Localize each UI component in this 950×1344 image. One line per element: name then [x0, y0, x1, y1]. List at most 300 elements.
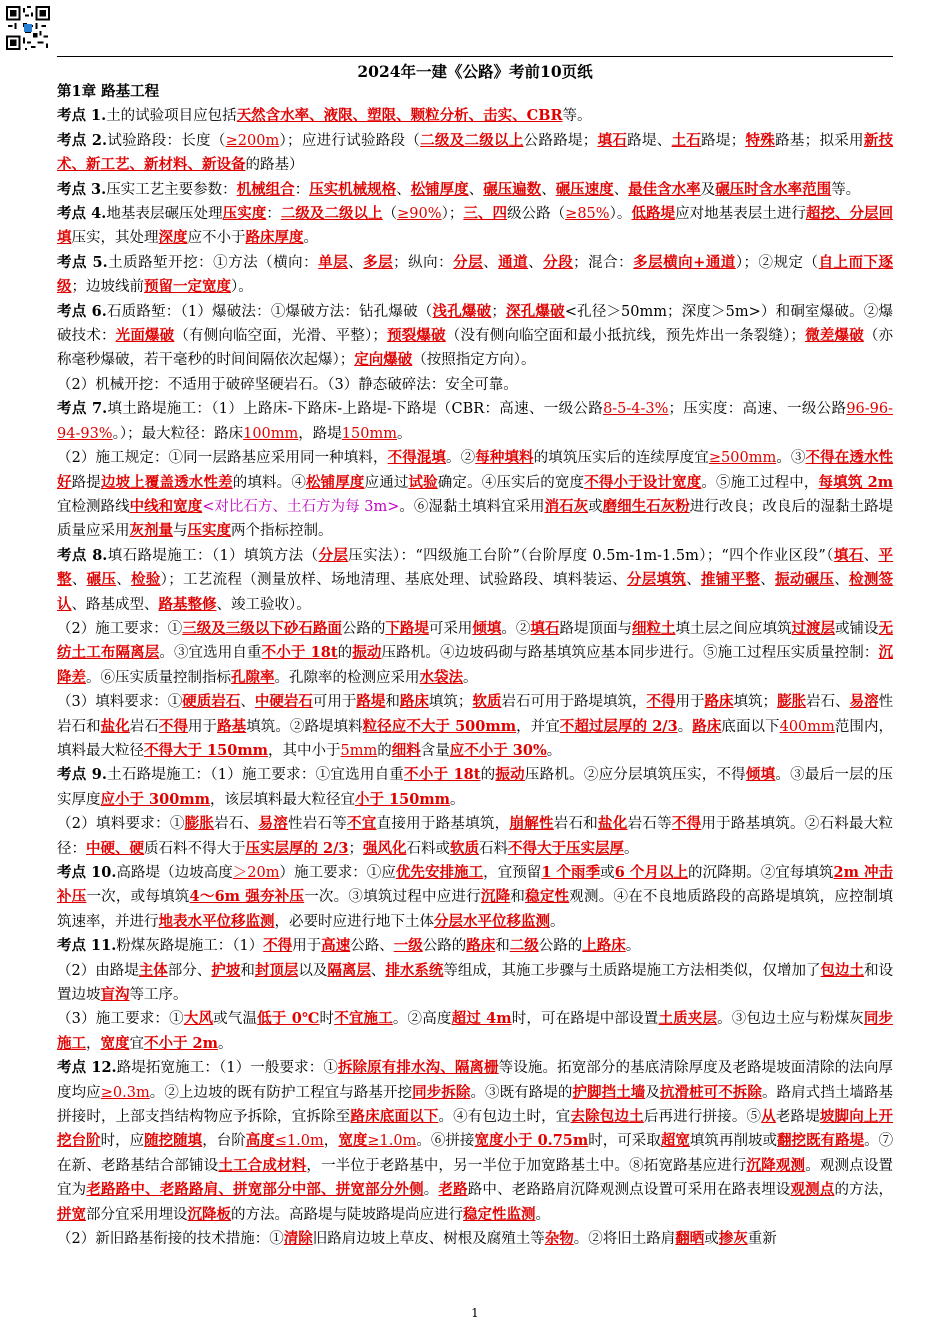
text-run: 和	[385, 694, 400, 711]
text-run: ）；	[441, 206, 464, 223]
highlight-text: 填石	[530, 619, 560, 637]
highlight-text: 细料	[391, 741, 421, 759]
highlight-text: 同步拆除	[412, 1083, 471, 1101]
text-run: 质石料不得大于	[144, 840, 246, 857]
highlight-text: 不得	[263, 937, 293, 955]
text-run: （按照指定方向）。	[412, 352, 536, 369]
text-run: 含量	[420, 742, 450, 759]
highlight-text: 压实机械规格	[309, 180, 397, 198]
text-run: 的	[337, 645, 353, 662]
text-run: ；	[348, 840, 364, 857]
highlight-text: 不得	[158, 717, 188, 735]
highlight-text: 超过 4m	[451, 1010, 512, 1028]
text-run: 。	[463, 669, 478, 686]
highlight-text: 水袋法	[419, 668, 463, 686]
text-run: 。⑥湿黏土填料宜采用	[399, 498, 545, 515]
highlight-text: 隔离层	[327, 961, 371, 979]
highlight-text: 小于 150mm	[355, 790, 451, 808]
text-run: 填筑。②路堤填料	[246, 718, 363, 735]
highlight-text: 低于 0℃	[257, 1010, 320, 1028]
highlight-text: 宽度小于 0.75m	[474, 1132, 589, 1150]
text-run: 应通过	[364, 474, 409, 491]
text-run: 。②将旧土路肩	[573, 1231, 676, 1248]
highlight-text: 土石	[671, 131, 702, 149]
highlight-text: 路基	[217, 717, 247, 735]
kaodian-label: 考点 10.	[57, 864, 117, 881]
highlight-text: 应不小于 30%	[449, 741, 547, 759]
text-run: 时，应	[100, 1133, 145, 1150]
text-run: 、	[528, 254, 544, 271]
highlight-text: 优先安排施工	[395, 864, 484, 881]
document-body	[57, 80, 893, 1252]
text-run: ；	[491, 303, 506, 320]
text-run: 。	[550, 913, 565, 930]
text-run: 岩石等	[627, 816, 672, 833]
text-run: ；压实度：高速、一级公路	[668, 401, 847, 418]
highlight-text: 振动	[495, 766, 525, 784]
text-run: 。③最后一层的压实厚度	[57, 767, 894, 808]
highlight-text: 灰剂量	[129, 522, 173, 540]
text-run: 等。	[562, 108, 592, 125]
paragraph	[57, 690, 893, 763]
highlight-text: 老路路中、老路路肩、拼宽部分中部、拼宽部分外侧	[86, 1181, 424, 1199]
highlight-text: 不得混填	[387, 449, 447, 467]
highlight-text: 预留一定宽度	[144, 278, 231, 296]
text-run: 、	[834, 572, 850, 589]
kaodian-label: 考点 1.	[57, 107, 107, 125]
highlight-text: 翻晒	[675, 1230, 705, 1248]
text-run: ；边坡线前	[71, 279, 144, 296]
text-run: ，路堤	[298, 425, 342, 442]
text-run: 。观测点设置宜为	[57, 1157, 894, 1199]
text-run: ；纵向：	[393, 254, 454, 271]
paragraph	[57, 617, 893, 690]
text-run: （3）填料要求：①	[57, 694, 183, 711]
text-run: ，台阶	[202, 1133, 246, 1150]
highlight-text: 低路堤	[631, 205, 676, 223]
highlight-text: 分段	[543, 253, 574, 271]
highlight-text: 土质夹层	[658, 1010, 718, 1028]
highlight-text: 清除	[283, 1230, 313, 1248]
text-run: 时，可采取	[588, 1133, 661, 1150]
highlight-text: 护坡	[211, 961, 241, 979]
paragraph	[57, 202, 893, 251]
text-run: 或气温	[213, 1011, 258, 1028]
text-run: （2）机械开挖：不适用于破碎坚硬岩石。（3）静态破碎法：安全可靠。	[57, 376, 518, 393]
text-run: 。	[535, 1206, 550, 1223]
kaodian-label: 考点 12.	[57, 1059, 117, 1077]
highlight-text: 强风化	[363, 839, 407, 857]
text-run: 等。	[831, 181, 861, 198]
text-run: ；混合：	[573, 254, 634, 271]
text-run: ）。	[609, 206, 632, 223]
highlight-text: 推铺平整	[701, 571, 761, 589]
text-run: 填土层之间应填筑	[675, 620, 792, 637]
highlight-text: 宽度	[100, 1034, 130, 1052]
highlight-text: 不宜施工	[334, 1010, 393, 1028]
text-run: 填石路堤施工：（1）填筑方法（	[107, 547, 319, 564]
text-run: （	[382, 206, 398, 223]
highlight-text: 96-96-94-93%	[57, 401, 894, 442]
text-run: 级公路（	[507, 206, 566, 223]
highlight-text: ≥90%	[397, 206, 442, 223]
text-run: 。	[677, 718, 693, 735]
highlight-text: 超宽	[660, 1132, 690, 1150]
highlight-text: 稳定性	[525, 888, 570, 906]
text-run: 、	[396, 181, 411, 198]
highlight-text: 翻挖既有路堤	[777, 1132, 865, 1150]
text-run: 。②	[501, 620, 531, 637]
text-run: 性岩石等	[287, 816, 348, 833]
highlight-text: 盐化	[100, 717, 130, 735]
text-run: 。②上边坡的既有防护工程宜与路基开挖	[149, 1084, 413, 1101]
text-run: ）；应进行试验路段（	[279, 132, 421, 149]
highlight-text: 易溶	[258, 815, 288, 833]
highlight-text: 二级	[509, 937, 539, 955]
highlight-text: 通道	[498, 253, 529, 271]
text-run: 以及	[298, 962, 328, 979]
kaodian-label: 考点 9.	[57, 766, 107, 784]
highlight-text: 二级及二级以上	[280, 205, 383, 223]
chapter-heading: 第1章 路基工程	[57, 83, 160, 100]
highlight-text: 同步施工	[57, 1010, 894, 1052]
highlight-text: 随挖随填	[144, 1132, 203, 1150]
kaodian-label: 考点 6.	[57, 302, 107, 320]
highlight-text: 5mm	[340, 742, 378, 759]
highlight-text: ≤1.0m	[274, 1133, 324, 1150]
text-run: 压实，其处理	[71, 230, 159, 247]
text-run: ）；②规定（	[735, 254, 819, 271]
highlight-text: 崩解性	[509, 815, 554, 833]
highlight-text: ≥500mm	[708, 450, 777, 467]
highlight-text: 沉降观测	[746, 1156, 806, 1174]
text-run: 用于路基填筑。②石料最大粒径：	[57, 816, 894, 857]
kaodian-label: 考点 11.	[57, 937, 117, 955]
kaodian-label: 考点 3.	[57, 180, 107, 198]
highlight-text: 不得	[671, 815, 702, 833]
paragraph	[57, 1007, 893, 1056]
text-run: 填筑；	[733, 694, 778, 711]
text-run: ，一半位于老路基中，另一半位于加宽路基土中。⑧拓宽路基应进行	[306, 1157, 747, 1174]
highlight-text: 从	[761, 1108, 776, 1126]
text-run: 。③既有路堤的	[470, 1084, 573, 1101]
highlight-text: 光面爆破	[115, 327, 175, 345]
text-run: 。④有包边土时，宜	[438, 1109, 571, 1126]
text-run: 和设置边坡	[57, 962, 894, 1004]
highlight-text: 坡脚向上开挖台阶	[57, 1108, 894, 1150]
text-run: 路堤拓宽施工：（1）一般要求：①	[116, 1060, 338, 1077]
text-run: （2）新旧路基衔接的技术措施：①	[57, 1231, 284, 1248]
text-run: ）。	[231, 279, 253, 296]
highlight-text: 8-5-4-3%	[603, 401, 669, 418]
highlight-text: 压实层厚的 2/3	[245, 839, 349, 857]
highlight-text: 倾填	[745, 766, 776, 784]
text-run: 的方法，	[834, 1182, 894, 1199]
highlight-text: 不得在透水性好	[57, 449, 894, 491]
text-run: 、	[370, 962, 386, 979]
highlight-text: 无纺土工布隔离层	[57, 619, 894, 662]
text-run: 压实工艺主要参数：	[106, 181, 237, 198]
text-run: 宜	[129, 1035, 144, 1052]
text-run: 及	[645, 1084, 660, 1101]
highlight-text: 拆除原有排水沟、隔离栅	[337, 1059, 499, 1077]
paragraph	[57, 812, 893, 861]
highlight-text: 平整	[57, 546, 894, 589]
text-run: 。	[450, 791, 465, 808]
kaodian-label: 考点 8.	[57, 546, 108, 564]
highlight-text: 深孔爆破	[505, 302, 565, 320]
highlight-text: 150mm	[341, 425, 397, 442]
text-run: 与	[173, 523, 188, 540]
text-run: 。）；最大粒径：路床	[112, 425, 244, 442]
text-run: 。	[625, 938, 641, 955]
text-run: 应不小于	[187, 230, 246, 247]
text-run: 底面以下	[721, 718, 780, 735]
text-run: 。	[303, 230, 318, 247]
highlight-text: 孔隙率	[231, 668, 275, 686]
text-run: 岩石	[129, 718, 159, 735]
text-run: 。⑥拼接	[416, 1133, 475, 1150]
highlight-text: 分层	[318, 546, 349, 564]
highlight-text: 多层横向+通道	[633, 253, 736, 271]
text-run: 用于	[675, 694, 705, 711]
text-run: 、	[116, 572, 132, 589]
highlight-text: 碾压速度	[555, 180, 614, 198]
paragraph	[57, 934, 893, 958]
highlight-text: 振动	[352, 644, 382, 662]
text-run: 时	[319, 1011, 335, 1028]
text-run: 观测。④在不良地质路段的高路堤填筑，应控制填筑速率，并进行	[57, 889, 894, 930]
paragraph	[57, 861, 893, 934]
highlight-text: 不得	[646, 693, 676, 711]
page-number: 1	[471, 1306, 479, 1320]
highlight-text: 最佳含水率	[628, 180, 701, 198]
highlight-text: 硬质岩石	[182, 693, 241, 711]
highlight-text: 边坡上覆盖透水性差	[100, 473, 233, 491]
highlight-text: 微差爆破	[805, 327, 864, 345]
paragraph	[57, 1056, 893, 1227]
highlight-text: 上路床	[582, 937, 626, 955]
text-run: 压路机。②应分层填筑压实，不得	[524, 767, 746, 784]
text-run: （2）施工规定：①同一层路基应采用同一种填料，	[57, 450, 388, 467]
text-run: 的填料。④	[232, 474, 306, 491]
highlight-text: 高度	[245, 1132, 275, 1150]
text-run: ，	[86, 1035, 101, 1052]
highlight-text: 100mm	[243, 425, 299, 442]
text-run: 土质路堑开挖：①方法（横向：	[107, 254, 319, 271]
highlight-text: 路基整修	[158, 595, 217, 613]
text-run: 岩石可用于路堤填筑，	[501, 694, 647, 711]
text-run: 地基表层碾压处理	[106, 206, 223, 223]
paragraph	[57, 104, 893, 128]
highlight-text: 封顶层	[254, 961, 299, 979]
highlight-text: 消石灰	[544, 497, 589, 515]
text-run: 、	[686, 572, 701, 589]
text-run: 。路肩式挡土墙路基拼接时，上部支挡结构物应予拆除，宜拆除至	[57, 1084, 894, 1126]
text-run: ，该层填料最大粒径宜	[210, 791, 356, 808]
text-run: 。	[396, 425, 412, 442]
highlight-text: 不得大于 150mm	[144, 741, 269, 759]
text-run: ，	[323, 1133, 339, 1150]
text-run: 。⑤施工过程中，	[701, 474, 819, 491]
highlight-text: 地表水平位移监测	[158, 912, 275, 930]
text-run: 。②高度	[392, 1011, 452, 1028]
highlight-text: 观测点	[790, 1181, 835, 1199]
highlight-text: 分层填筑	[626, 571, 687, 589]
text-run: 。③	[776, 450, 806, 467]
text-run: 、	[613, 181, 629, 198]
text-run: 等设施。拓宽部分的基底清除厚度及老路堤坡面清除的法向厚度均应	[57, 1060, 893, 1101]
highlight-text: <对比石方、土石方为每 3m>	[202, 498, 400, 515]
text-run: 填土路堤施工：（1）上路床-下路床-上路堤-下路堤（CBR：高速、一级公路	[107, 401, 604, 418]
paragraph	[57, 959, 893, 1008]
highlight-text: 检测签认	[57, 571, 894, 613]
highlight-text: 分层	[453, 253, 484, 271]
text-run: 路堤、	[627, 132, 672, 149]
paragraph	[57, 373, 893, 397]
text-run: 。②	[446, 450, 476, 467]
highlight-text: 多层	[363, 253, 394, 271]
text-run: 部分、	[167, 962, 212, 979]
highlight-text: 沉降板	[187, 1205, 231, 1223]
text-run: 、	[760, 572, 776, 589]
highlight-text: 定向爆破	[354, 351, 413, 369]
text-run: 等组成，其施工步骤与土质路堤施工方法相类似，仅增加了	[443, 962, 821, 979]
text-run: 路基；拟采用	[775, 132, 864, 149]
highlight-text: 检验	[131, 571, 161, 589]
text-run: 和	[510, 889, 526, 906]
highlight-text: 三级及三级以下砂石路面	[182, 619, 342, 637]
highlight-text: 不得小于设计宽度	[584, 473, 702, 491]
highlight-text: 去除包边土	[570, 1108, 644, 1126]
text-run: 。	[217, 1035, 233, 1052]
paragraph	[57, 129, 893, 178]
highlight-text: 下路堤	[385, 619, 429, 637]
text-run: 可采用	[428, 620, 473, 637]
text-run: 路堤；	[701, 132, 746, 149]
text-run: 、	[240, 694, 255, 711]
text-run: 路中、老路路肩沉降观测点设置可采用在路表埋设	[467, 1182, 791, 1199]
highlight-text: 抗滑桩可不拆除	[659, 1083, 762, 1101]
text-run: 。	[546, 742, 562, 759]
text-run: 。⑥压实质量控制指标	[86, 669, 231, 686]
highlight-text: 每种填料	[475, 449, 534, 467]
text-run: ，宜预留	[483, 865, 542, 881]
text-run: （3）施工要求：①	[57, 1011, 184, 1028]
highlight-text: 土工合成材料	[218, 1156, 307, 1174]
text-run: 的沉降期。②宜每填筑	[688, 865, 834, 881]
highlight-text: 2m 冲击补压	[57, 864, 894, 906]
paragraph	[57, 397, 893, 446]
highlight-text: ≥85%	[565, 206, 610, 223]
text-run: 或	[704, 1231, 719, 1248]
text-run: 。⑦在新、老路基结合部铺设	[57, 1133, 894, 1174]
highlight-text: 稳定性监测	[463, 1205, 536, 1223]
text-run: 两个指标控制。	[231, 523, 333, 540]
highlight-text: 膨胀	[777, 693, 807, 711]
highlight-text: 超挖、分层回填	[57, 205, 894, 247]
text-run: （2）施工要求：①	[57, 620, 183, 637]
text-run: 粉煤灰路堤施工：（1）	[116, 938, 264, 955]
highlight-text: 特殊	[745, 131, 776, 149]
highlight-text: 路床	[692, 717, 722, 735]
text-run: 、路基成型、	[71, 596, 159, 613]
highlight-text: 分层水平位移监测	[434, 912, 550, 930]
highlight-text: 压实度	[187, 522, 231, 540]
highlight-text: 软质	[450, 839, 480, 857]
text-run: 的填筑压实后的连续厚度宜	[533, 450, 709, 467]
highlight-text: 不宜	[347, 815, 377, 833]
highlight-text: 路床底面以下	[350, 1108, 439, 1126]
highlight-text: 盐化	[598, 815, 628, 833]
text-run: 压路机。④边坡码砌与路基填筑应基本同步进行。⑤施工过程压实质量控制：	[381, 645, 879, 662]
highlight-text: 过渡层	[791, 619, 836, 637]
highlight-text: 膨胀	[184, 815, 215, 833]
text-run: 的方法。高路堤与陡坡路堤尚应进行	[231, 1206, 463, 1223]
highlight-text: 宽度	[338, 1132, 368, 1150]
text-run: 及	[700, 181, 716, 198]
text-run: ，并宜	[516, 718, 560, 735]
highlight-text: 不得大于压实层厚	[508, 839, 625, 857]
highlight-text: 1 个雨季	[541, 864, 601, 881]
highlight-text: ≥1.0m	[367, 1133, 417, 1150]
highlight-text: 路堤	[356, 693, 386, 711]
highlight-text: 浅孔爆破	[432, 302, 492, 320]
text-run: 性岩石和	[57, 694, 894, 735]
highlight-text: 中硬岩石	[254, 693, 313, 711]
highlight-text: 大风	[183, 1010, 214, 1028]
header-rule	[57, 56, 893, 57]
text-run: 岩石、	[806, 694, 850, 711]
text-run: 路堤顶面与	[559, 620, 632, 637]
kaodian-label: 考点 7.	[57, 400, 108, 418]
text-run: 时，可在路堤中部设置	[511, 1011, 659, 1028]
text-run: 、	[468, 181, 484, 198]
text-run: 重新	[747, 1231, 777, 1248]
highlight-text: 填石	[597, 131, 628, 149]
highlight-text: 不小于 18t	[261, 644, 338, 662]
text-run: 部分宜采用埋设	[86, 1206, 188, 1223]
text-run: 直接用于路基填筑，	[376, 816, 510, 833]
text-run: 石质路堑：（1）爆破法：①爆破方法：钻孔爆破（	[106, 303, 433, 320]
text-run: 的路基）	[245, 157, 304, 174]
highlight-text: 应小于 300mm	[100, 790, 211, 808]
text-run: 。	[624, 840, 639, 857]
highlight-text: 老路	[438, 1181, 468, 1199]
highlight-text: 400mm	[779, 718, 835, 735]
text-run: <孔径＞50mm；深度＞5m>）和硐室爆破。②爆破技术：	[57, 303, 894, 345]
highlight-text: 碾压时含水率范围	[715, 180, 832, 198]
kaodian-label: 考点 5.	[57, 253, 108, 271]
text-run: 、	[71, 572, 87, 589]
text-run: 一次。③填筑过程中应进行	[304, 889, 481, 906]
highlight-text: 盲沟	[100, 986, 130, 1004]
highlight-text: 路床	[399, 693, 429, 711]
highlight-text: 路床	[704, 693, 734, 711]
text-run: 。③宜选用自重	[159, 645, 262, 662]
highlight-text: 杂物	[544, 1230, 574, 1248]
text-run: ，其中小于	[268, 742, 341, 759]
highlight-text: 三、四	[463, 205, 508, 223]
highlight-text: 新技术、新工艺、新材料、新设备	[57, 131, 894, 174]
text-run: 的	[377, 742, 392, 759]
text-run: ：	[294, 181, 310, 198]
text-run: 、	[541, 181, 556, 198]
text-run: 石料或	[406, 840, 451, 857]
text-run: 压实法）：“四级施工台阶”（台阶厚度 0.5m-1m-1.5m）；“四个作业区段”（	[348, 547, 834, 564]
highlight-text: 高速	[321, 937, 351, 955]
paragraph	[57, 446, 893, 544]
